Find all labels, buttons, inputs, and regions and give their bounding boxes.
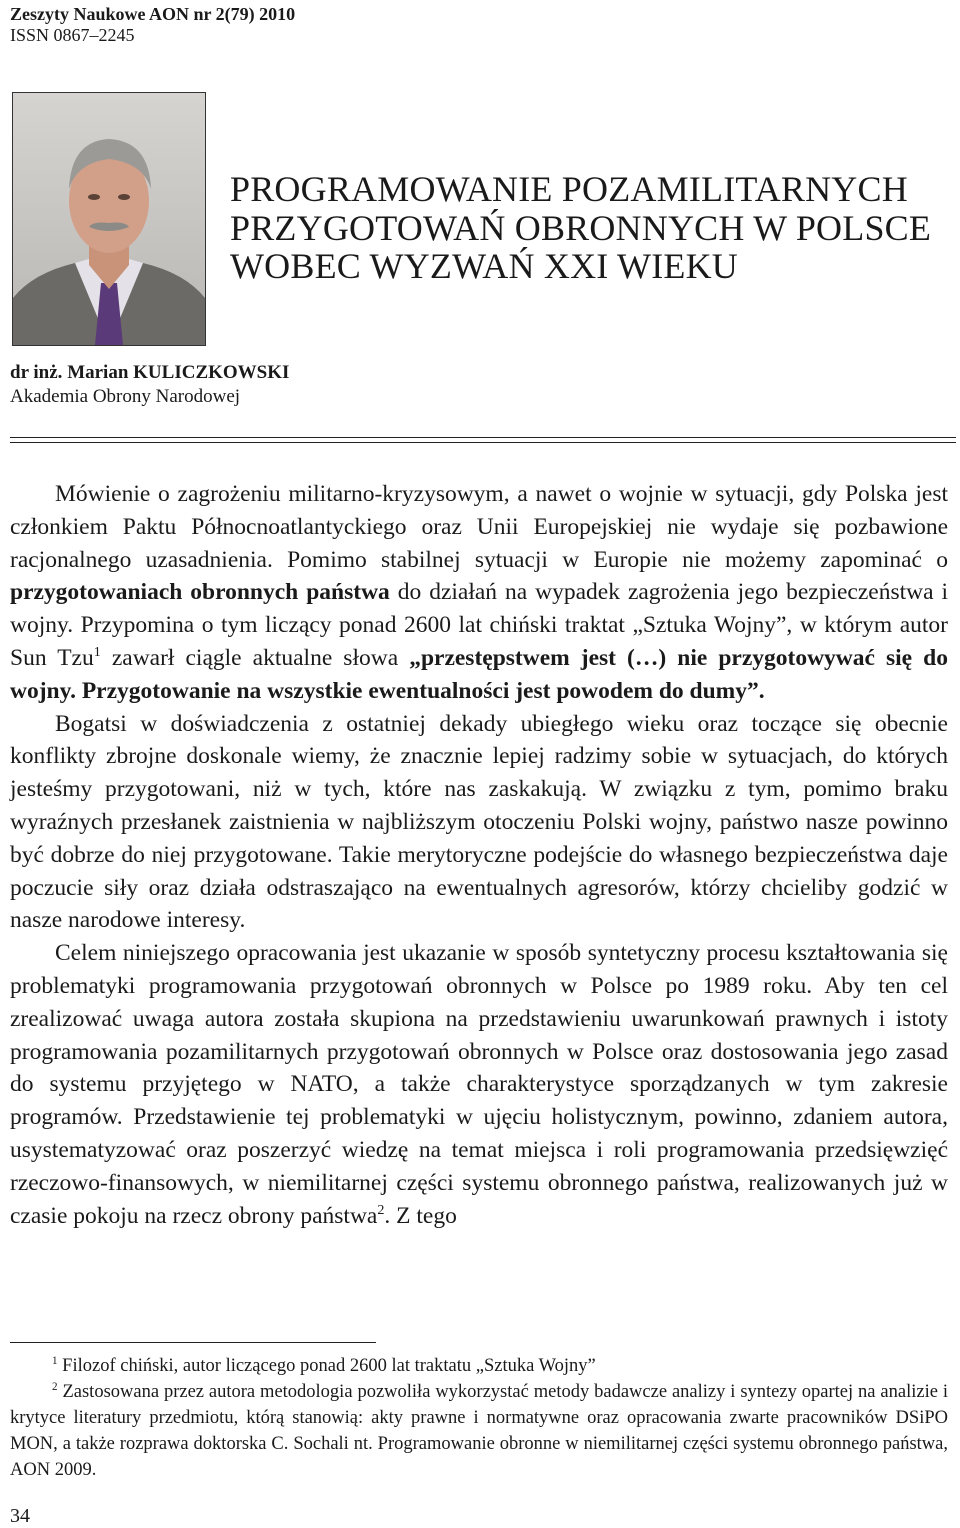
author-affiliation: Akademia Obrony Narodowej (10, 386, 241, 407)
author-degree: dr inż. (10, 362, 63, 383)
footnote-2 (10, 1379, 948, 1483)
footnote-text: Zastosowana przez autora metodologia pozwoliła wykorzystać metody badawcze analizy i syntezy opartej na analizie i krytyce literatury przedmiotu, którą stanowią: akty prawne i normatywne oraz opracowania zwarte pracowników DSiPO MON, a także rozprawa doktorska C. Sochali nt. Programowanie obronne w niemilitarnej części systemu obronnego państwa, AON 2009. (10, 1382, 948, 1480)
author-name: Marian KULICZKOWSKI (67, 362, 290, 383)
title-line: PROGRAMOWANIE POZAMILITARNYCH (230, 169, 908, 209)
title-line: PRZYGOTOWAŃ OBRONNYCH W POLSCE (230, 207, 932, 248)
footnote-text: Filozof chiński, autor liczącego ponad 2600 lat traktatu „Sztuka Wojny” (57, 1356, 596, 1376)
footnote-mark: 1 (52, 1354, 58, 1367)
journal-issn: ISSN 0867–2245 (10, 25, 135, 45)
article-title (230, 170, 950, 286)
author-block (10, 361, 289, 409)
body-paragraph (10, 478, 948, 708)
author-name-line (10, 361, 289, 385)
body-text-run: . Z tego (384, 1202, 457, 1229)
body-bold-run: przygotowaniach obronnych państwa (10, 579, 390, 606)
journal-header (10, 4, 295, 46)
footnote-1 (10, 1353, 948, 1379)
article-body (10, 478, 948, 1232)
body-paragraph: Bogatsi w doświadczenia z ostatniej dekady ubiegłego wieku oraz toczące się obecnie konflikty zbrojne doskonale wiemy, że znacznie lepiej radzimy sobie w sytuacjach, do których jesteśmy przygotowani, niż w tych, które nas zaskakują. W związku z tym, pomimo braku wyraźnych przesłanek zaistnienia w najbliższym otoczeniu Polski wojny, państwo nasze powinno być dobrze do niej przygotowane. Takie merytoryczne podejście do własnego bezpieczeństwa daje poczucie siły oraz działa odstraszająco na ewentualnych agresorów, którzy chcieliby godzić w nasze narodowe interesy. (10, 710, 948, 934)
author-photo (12, 92, 206, 346)
body-text-run: zawarł ciągle aktualne słowa (100, 644, 410, 671)
body-text-run: Celem niniejszego opracowania jest ukazanie w sposób syntetyczny procesu kształtowania się problematyki programowania przygotowań obronnych w Polsce po 1989 roku. Aby ten cel zrealizować uwaga autora została skupiona na przedstawieniu uwarunkowań prawnych i istoty programowania pozamilitarnych przygotowań obronnych w Polsce oraz dostosowania jego zasad do systemu przyjętego w NATO, a także charakterystyce sporządzanych w tym zakresie programów. Przedstawienie tej problematyki w ujęciu holistycznym, powinno, zdaniem autora, usystematyzować oraz poszerzyć wiedzę na temat miejsca i roli programowania przedsięwzięć rzeczowo-finansowych, w niemilitarnej części systemu obronnego państwa, realizowanych już w czasie pokoju na rzecz obrony państwa (10, 940, 948, 1229)
footnote-rule (10, 1342, 376, 1343)
footnote-mark: 2 (52, 1380, 58, 1393)
footnote-ref[interactable]: 2 (377, 1201, 385, 1218)
separator-rule (10, 437, 956, 438)
body-text-run: do działań na wypadek zagrożenia jego bezpieczeństwa i wojny. Przypomina o tym liczący ponad 2600 lat chiński traktat „Sztuka Wojny”, w którym autor Sun Tzu (10, 579, 949, 671)
body-paragraph (10, 937, 948, 1232)
journal-name: Zeszyty Naukowe AON nr 2(79) 2010 (10, 4, 296, 24)
page-number: 34 (10, 1505, 30, 1527)
footnote-ref[interactable]: 1 (93, 644, 101, 661)
separator-rule (10, 442, 956, 443)
body-bold-quote: „przestępstwem jest (…) nie przygotowywać się do wojny. Przygotowanie na wszystkie ewentualności jest powodem do dumy”. (10, 644, 948, 704)
title-line: WOBEC WYZWAŃ XXI WIEKU (230, 246, 738, 286)
body-text-run: Mówienie o zagrożeniu militarno-kryzysowym, a nawet o wojnie w sytuacji, gdy Polska jest członkiem Paktu Północnoatlantyckiego oraz Unii Europejskiej nie wydaje się pozbawione racjonalnego uzasadnienia. Pomimo stabilnej sytuacji w Europie nie możemy zapominać o (10, 481, 948, 573)
footnotes (10, 1353, 948, 1483)
